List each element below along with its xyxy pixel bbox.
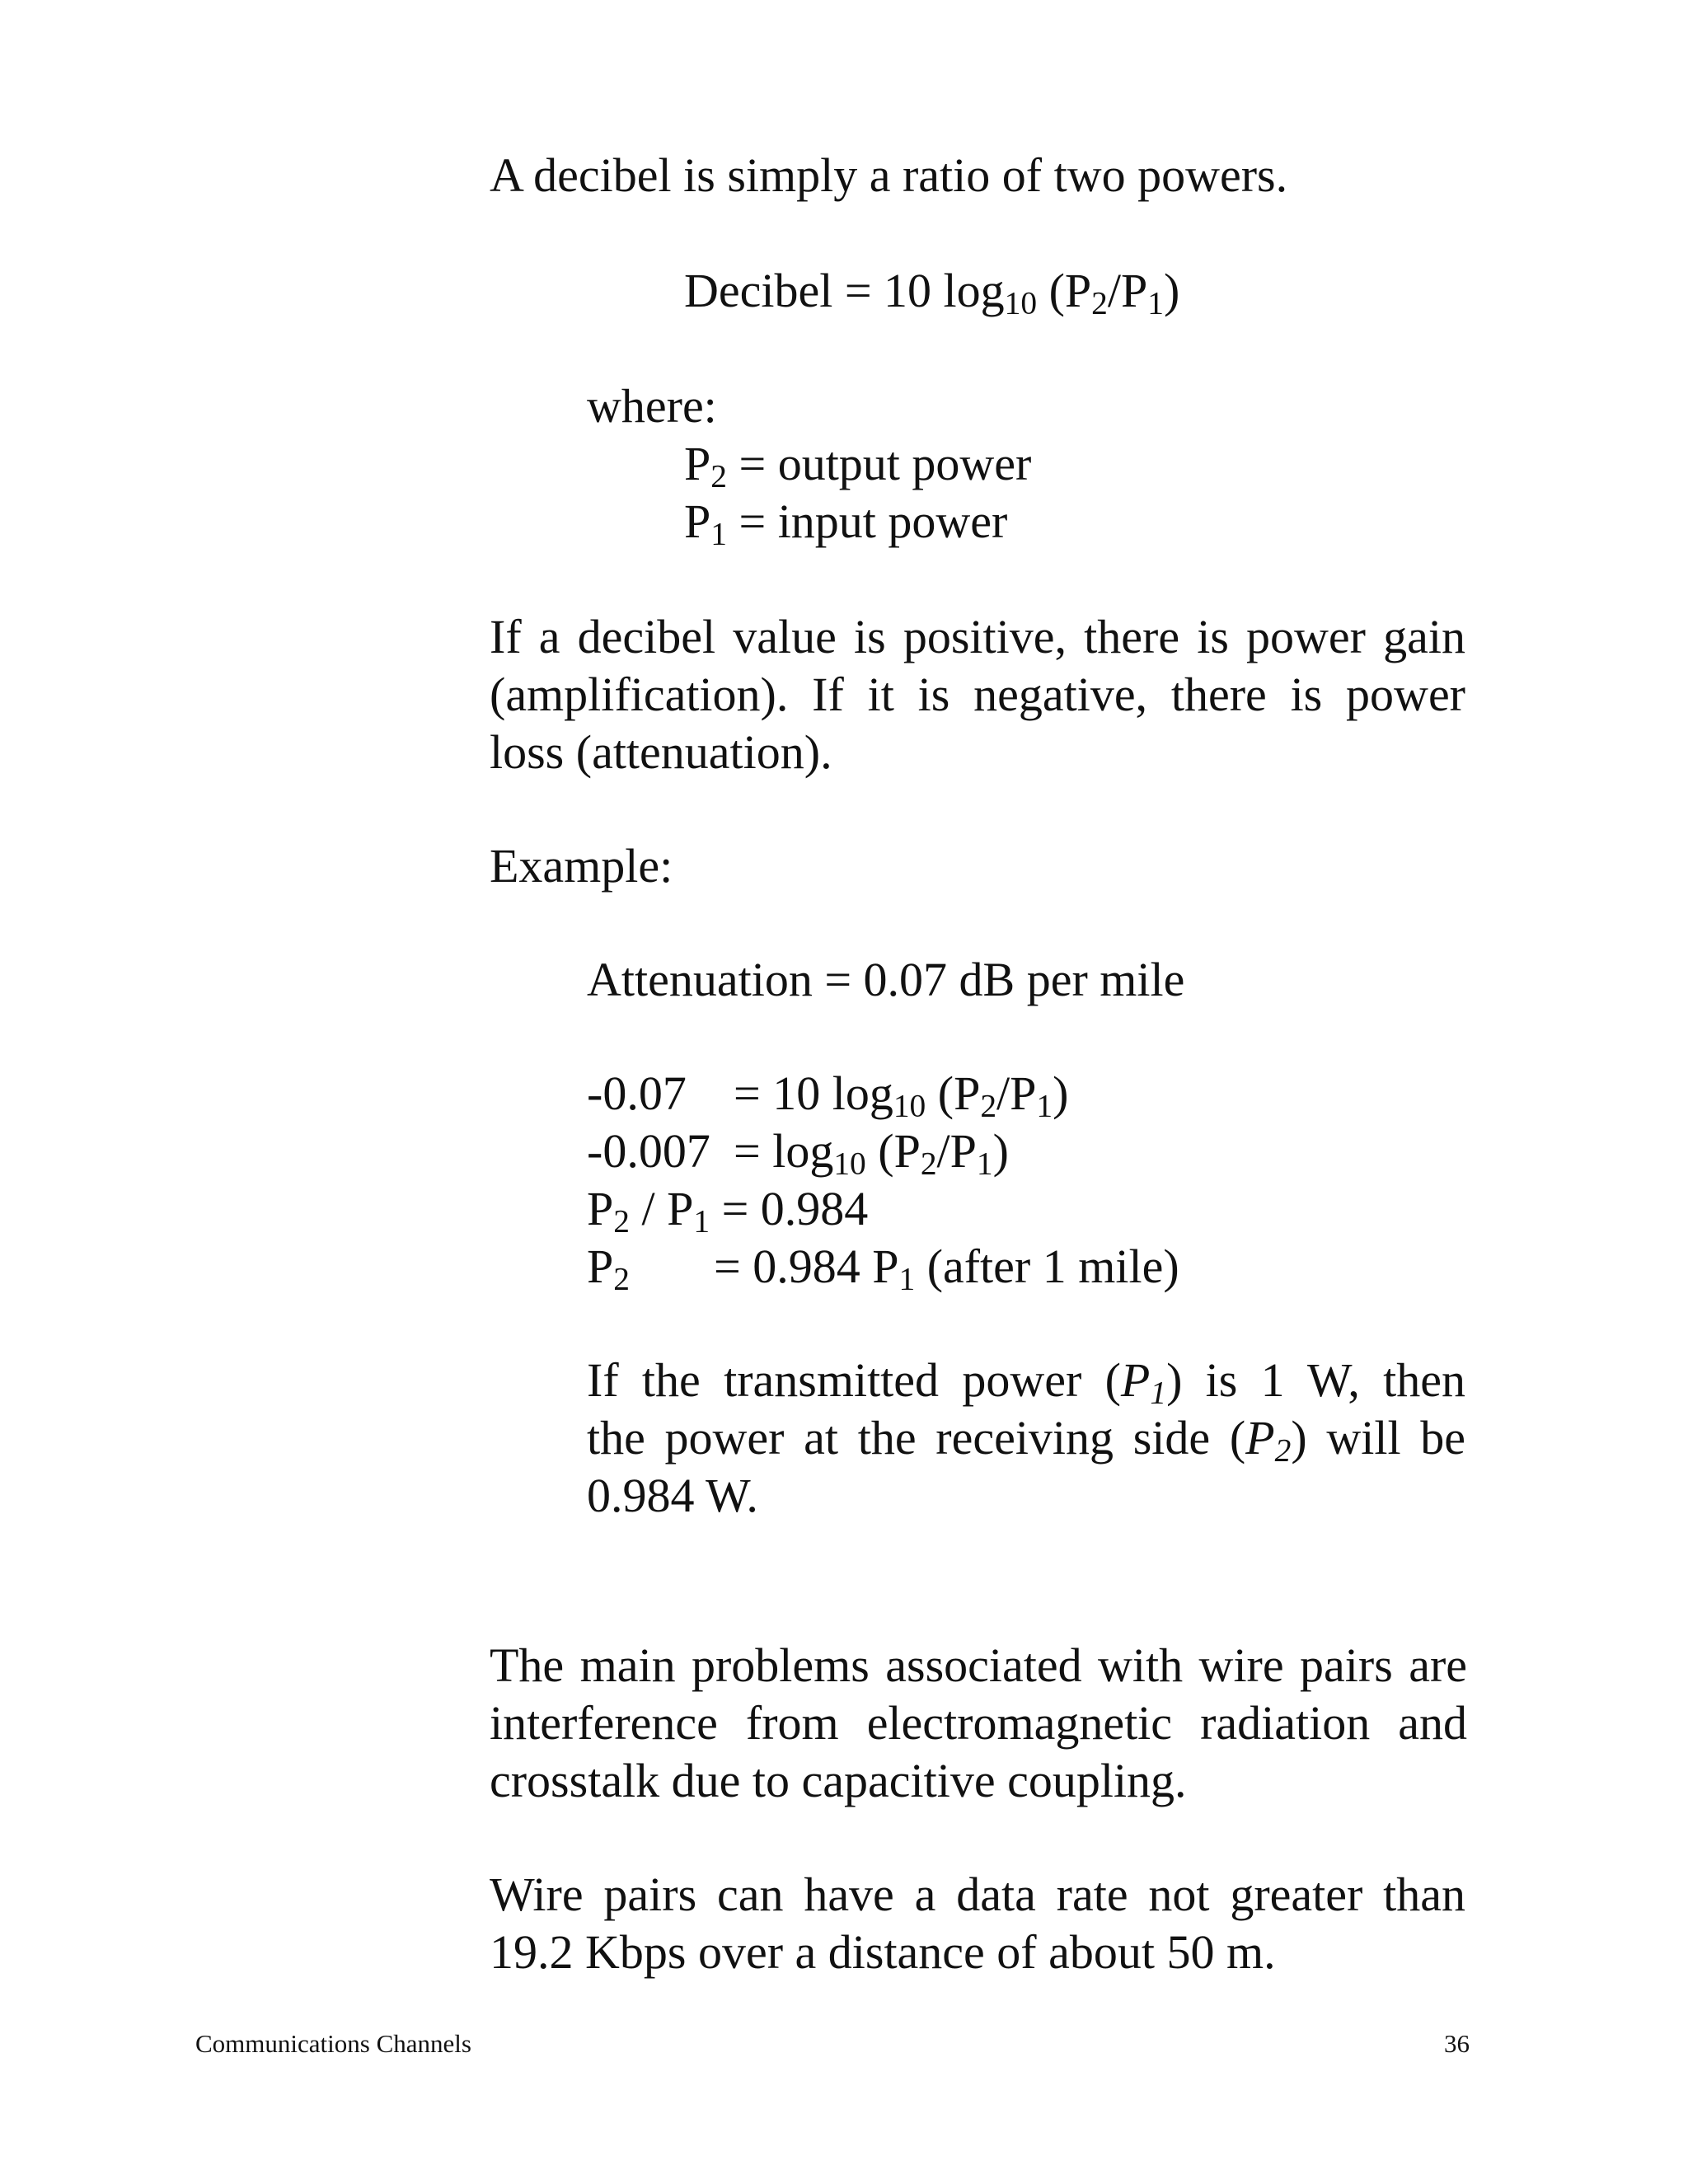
ratio-value: = 0.984 [710,1182,869,1235]
result-note: (after 1 mile) [915,1240,1179,1293]
step-1-sub-1: 1 [1036,1087,1053,1124]
paragraph-line [587,1352,1465,1409]
formula-lhs: Decibel = 10 log [684,264,1005,317]
ratio-p: P [587,1182,614,1235]
paragraph-line: crosstalk due to capacitive coupling. [490,1754,1187,1807]
problems-paragraph [490,1637,1467,1810]
footer-section-title: Communications Channels [195,2029,471,2058]
result-equation: = 0.984 P [714,1240,899,1293]
power-paragraph [587,1352,1465,1525]
step-2-log-base: 10 [833,1145,866,1182]
step-2-lhs: -0.007 [587,1124,710,1178]
p2-symbol: P [684,437,711,490]
step-2-divider: /P [936,1124,977,1178]
paragraph-line: loss (attenuation). [490,725,832,779]
text-run: If the transmitted power ( [587,1353,1121,1407]
text-run: ) is 1 W, then [1166,1353,1466,1407]
paragraph-line: Wire pairs can have a data rate not greater than [490,1868,1465,1921]
paragraph-line: interference from electromagnetic radiation and [490,1696,1467,1750]
text-run: the power at the receiving side ( [587,1411,1246,1465]
text-run: ) will be [1291,1411,1465,1465]
p1-symbol: P [684,494,711,548]
p2-description: = output power [726,437,1032,490]
p2-italic-sub: 2 [1274,1432,1292,1469]
p1-italic: P [1120,1353,1151,1407]
formula-sub-1: 1 [1147,284,1164,321]
paragraph-line: 0.984 W. [587,1469,758,1522]
p1-subscript: 1 [710,515,727,552]
page-number: 36 [1444,2029,1470,2058]
step-2-close: ) [992,1124,1009,1178]
step-2-sub-2: 2 [920,1145,937,1182]
paragraph-line: The main problems associated with wire pairs are [490,1638,1467,1692]
formula-log-base: 10 [1004,284,1038,321]
paragraph-line: (amplification). If it is negative, there is power [490,668,1465,721]
paragraph-line: 19.2 Kbps over a distance of about 50 m. [490,1925,1276,1979]
ratio-sub-2: 2 [613,1202,630,1240]
step-1-open: (P [926,1066,981,1120]
step-2-rhs: = log [734,1124,834,1178]
step-1-sub-2: 2 [980,1087,997,1124]
step-1-lhs: -0.07 [587,1066,687,1120]
result-sub-1: 1 [898,1260,916,1297]
example-step-1 [587,1065,1068,1122]
step-1-rhs: = 10 log [734,1066,893,1120]
definition-p2 [684,435,1031,493]
sign-paragraph [490,608,1465,781]
definition-p1 [684,493,1007,551]
formula-close: ) [1163,264,1180,317]
result-p: P [587,1240,614,1293]
formula-divider: /P [1107,264,1148,317]
ratio-divider: / P [629,1182,694,1235]
intro-sentence: A decibel is simply a ratio of two powers. [490,148,1288,202]
result-sub-2: 2 [613,1260,630,1297]
p2-result [587,1238,1179,1296]
formula-sub-2: 2 [1091,284,1108,321]
ratio-sub-1: 1 [693,1202,710,1240]
example-step-2 [587,1122,1009,1180]
attenuation-statement: Attenuation = 0.07 dB per mile [587,953,1185,1006]
step-1-divider: /P [996,1066,1037,1120]
rate-paragraph [490,1866,1465,1981]
p1-italic-sub: 1 [1150,1374,1167,1411]
p1-description: = input power [726,494,1008,548]
step-1-log-base: 10 [893,1087,926,1124]
paragraph-line: If a decibel value is positive, there is power gain [490,610,1465,663]
decibel-formula [684,262,1179,320]
p2-subscript: 2 [710,457,727,494]
where-label: where: [587,379,717,433]
formula-open: (P [1037,264,1092,317]
step-2-open: (P [865,1124,921,1178]
p2-italic: P [1245,1411,1275,1465]
step-1-close: ) [1053,1066,1069,1120]
ratio-result [587,1180,868,1238]
paragraph-line [587,1409,1465,1467]
example-label: Example: [490,839,673,893]
step-2-sub-1: 1 [976,1145,993,1182]
